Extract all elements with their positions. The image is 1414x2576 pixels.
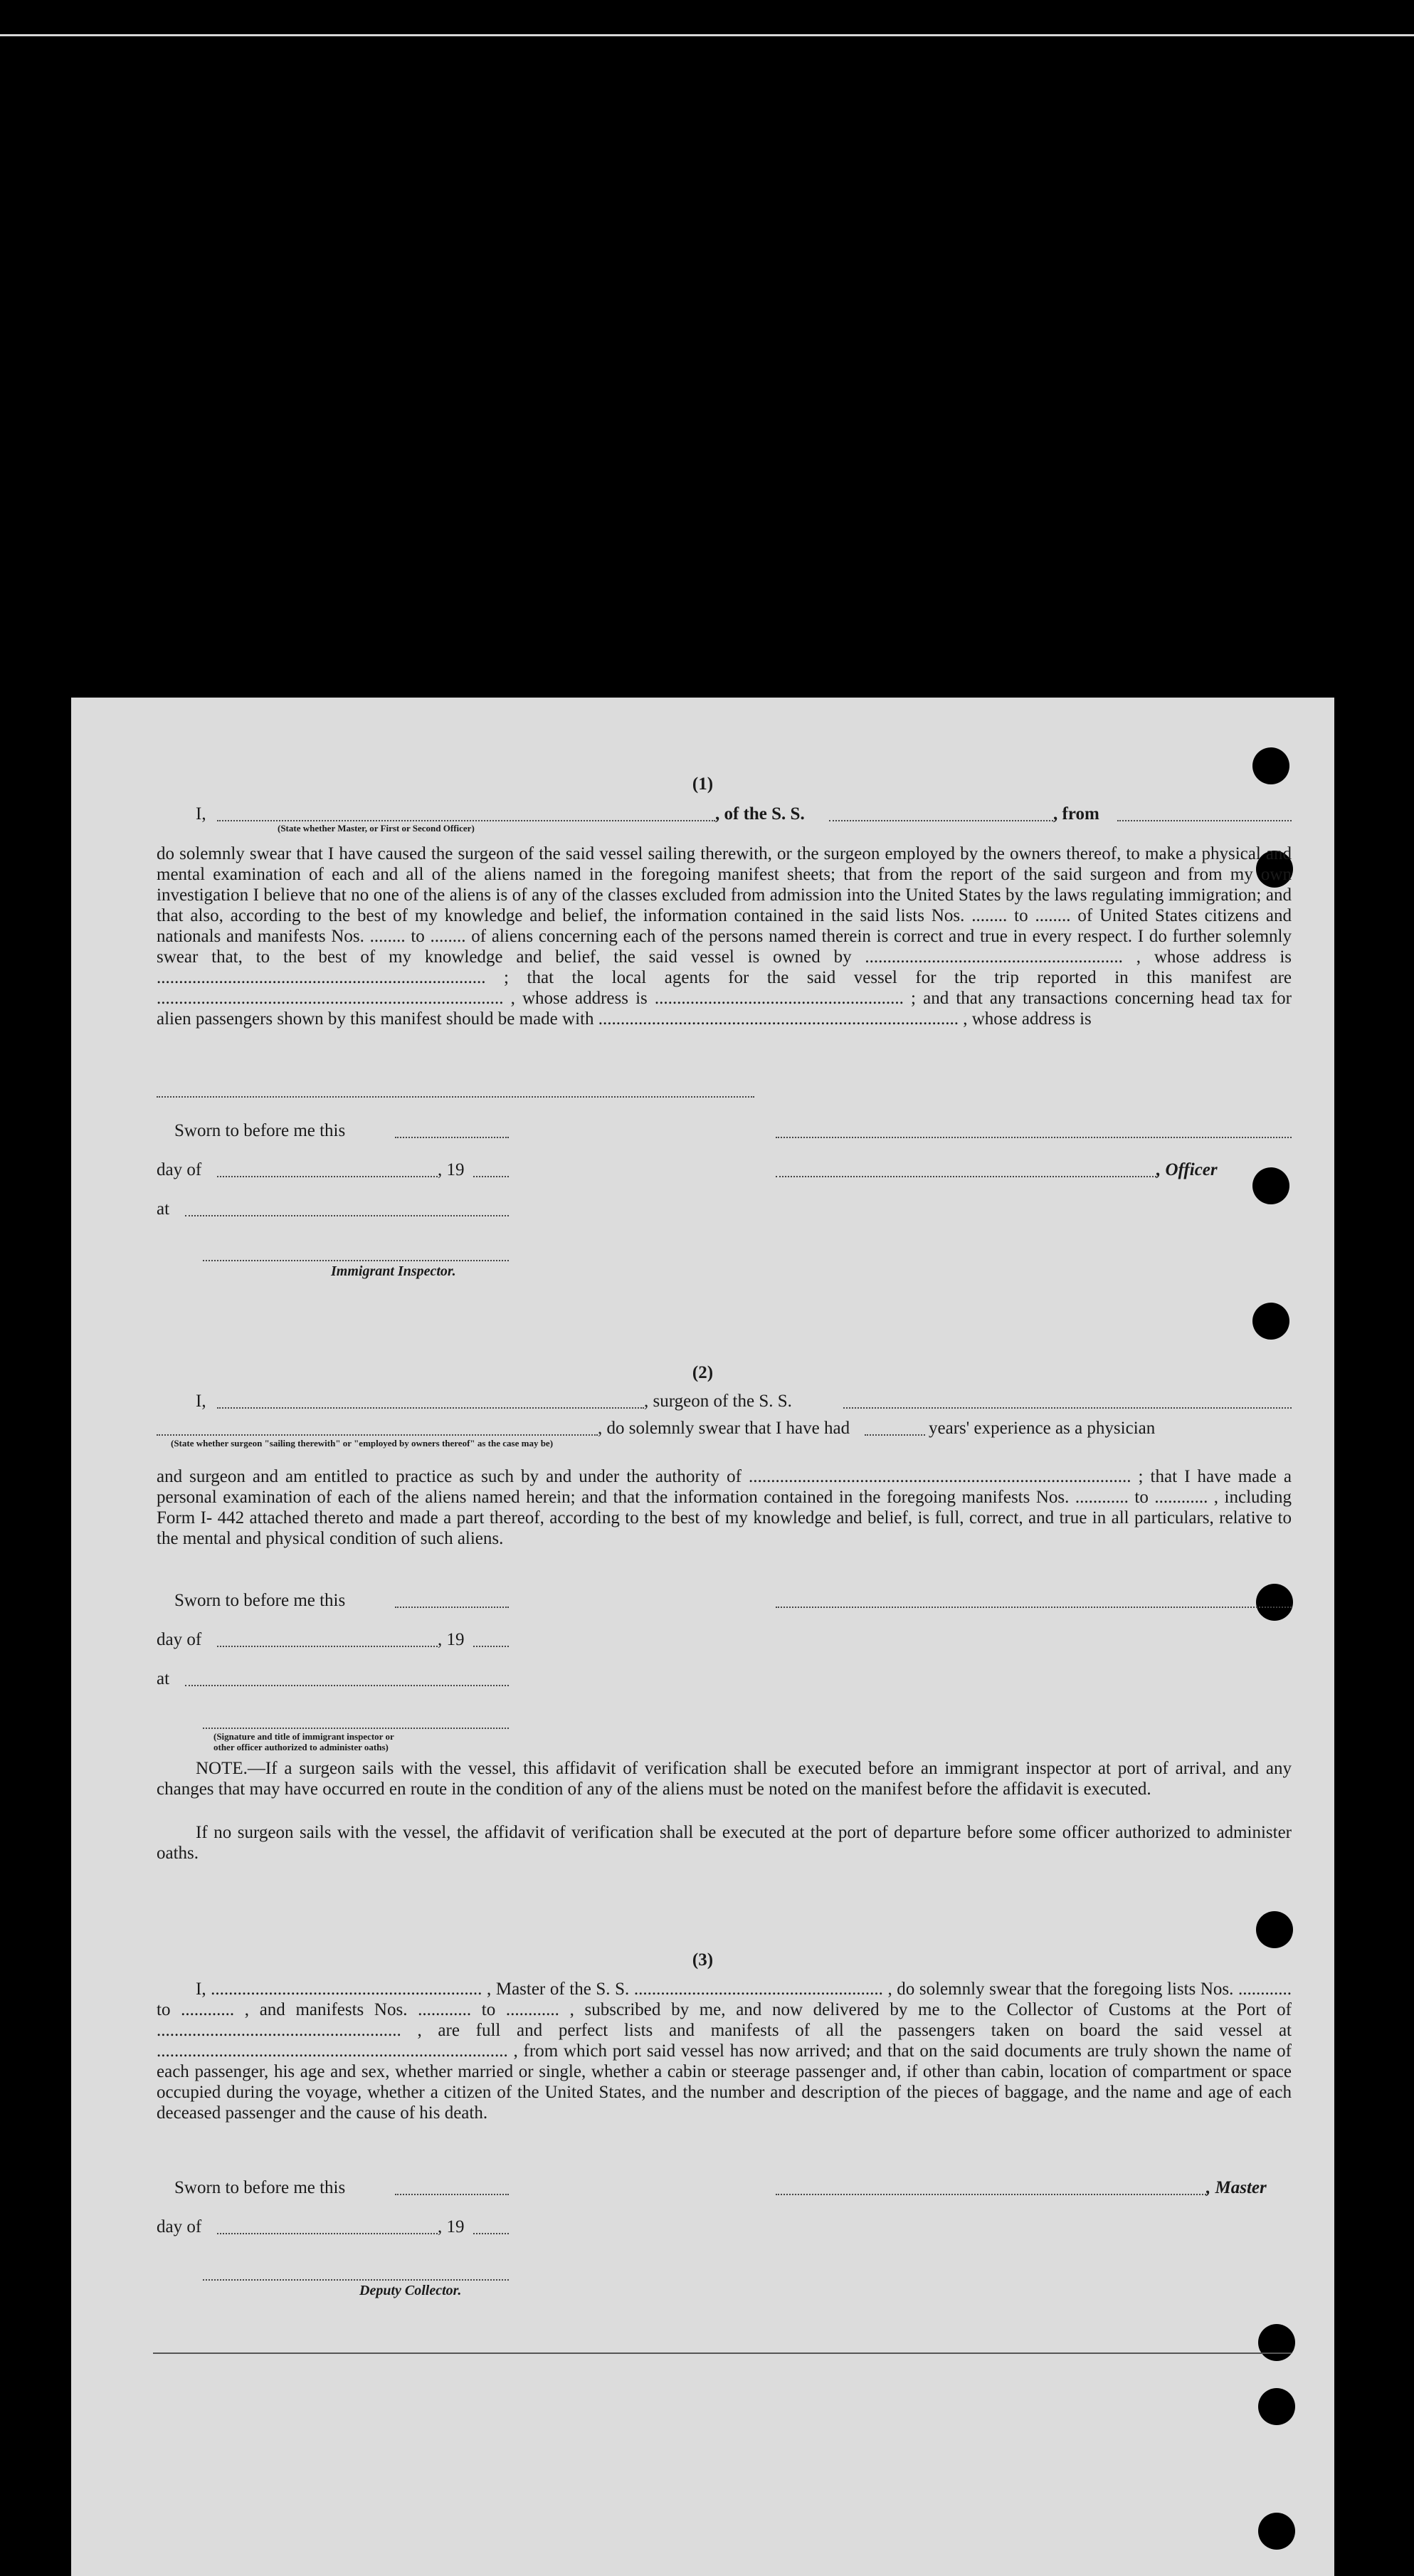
sec1-officer: , Officer bbox=[1156, 1160, 1218, 1179]
section-1-number: (1) bbox=[692, 774, 714, 794]
sec1-signature-line bbox=[776, 1137, 1292, 1138]
section-3-number: (3) bbox=[692, 1950, 714, 1970]
sec3-year: , 19 bbox=[438, 2217, 465, 2236]
sec2-year: , 19 bbox=[438, 1630, 465, 1649]
sec2-sig-line bbox=[203, 1728, 509, 1729]
sec1-day-line bbox=[217, 1176, 438, 1177]
sec2-note-text: NOTE.—If a surgeon sails with the vessel, this affidavit of verification shall be executed before an immigrant inspector at port of arrival, and any changes that may have occurred en route in the condition of any of the aliens must be noted on the manifest before the affidavit is executed. bbox=[157, 1759, 1292, 1799]
sec1-day-of: day of bbox=[157, 1160, 202, 1179]
sec1-body-text: do solemnly swear that I have caused the surgeon of the said vessel sailing therewith, or the surgeon employed by the owners thereof, to make a physical and mental examination of each and all of the aliens named in the foregoing manifest sheets; that from the report of the said surgeon and from my own investigation I believe that no one of the aliens is of any of the classes excluded from admission into the United States by the laws regulating immigration; and that also, according to the best of my knowledge and belief, the information contained in the said lists Nos. ........ to ........ of United States citizens and nationals and manifests Nos. ........ to ........ of aliens concerning each of the persons named therein is correct and true in every respect. I do further solemnly swear that, to the best of my knowledge and belief, the said vessel is owned by .......................................................... , whose address is .......................................................................... ; that the local agents for the said vessel for the trip reported in this manifest are .............................................................................. , whose address is ........................................................ ; and that any transactions concerning head tax for alien passengers shown by this manifest should be made with ................................................................................. , whose address is bbox=[157, 844, 1292, 1029]
sec3-sworn: Sworn to before me this bbox=[174, 2178, 346, 2197]
manifest-page bbox=[71, 698, 1334, 2576]
sec2-sig-caption-1: (Signature and title of immigrant inspector or bbox=[213, 1731, 394, 1742]
punch-hole bbox=[1258, 2388, 1295, 2425]
sec3-body-text: I, ............................................................. , Master of the S. S. ........................................................ , do solemnly swear that the foregoing lists Nos. ............ to ............ , and manifests Nos. ............ to ............ , subscribed by me, and now delivered by me to the Collector of Customs at the Port of ....................................................... , are full and perfect lists and manifests of all the passengers taken on board the said vessel at ............................................................................... , from which port said vessel has now arrived; and that on the said documents are truly shown the name of each passenger, his age and sex, whether married or single, whether a cabin or steerage passenger and, if other than cabin, location of compartment or space occupied during the voyage, whether a citizen of the United States, and the number and description of the pieces of baggage, and the name and age of each deceased passenger and the cause of his death. bbox=[157, 1980, 1292, 2123]
sec3-deputy-line bbox=[203, 2279, 509, 2281]
sec1-at: at bbox=[157, 1199, 170, 1219]
sec2-i-label: I, bbox=[196, 1392, 206, 1411]
sec1-ship-line bbox=[829, 820, 1053, 821]
sec1-name-line bbox=[217, 820, 715, 821]
sec2-ship-line bbox=[843, 1407, 1292, 1409]
sec2-at: at bbox=[157, 1669, 170, 1688]
punch-hole bbox=[1252, 1167, 1289, 1204]
sec3-day-line bbox=[217, 2233, 438, 2234]
sec1-sworn: Sworn to before me this bbox=[174, 1121, 346, 1140]
sec2-surgeon-line bbox=[157, 1434, 598, 1436]
sec3-day-of: day of bbox=[157, 2217, 202, 2236]
sec2-swear: , do solemnly swear that I have had bbox=[598, 1419, 850, 1438]
sec2-years: years' experience as a physician bbox=[929, 1419, 1156, 1438]
sec1-state-whether: (State whether Master, or First or Second Officer) bbox=[278, 823, 475, 834]
sec1-officer-line bbox=[776, 1176, 1156, 1177]
sec2-surgeon-of: , surgeon of the S. S. bbox=[644, 1392, 792, 1411]
sec3-deputy: Deputy Collector. bbox=[359, 2283, 462, 2298]
sec2-body-text: and surgeon and am entitled to practice as such by and under the authority of ...................................................................................... ; that I have made a personal examination of each of the aliens named herein; and that the information contained in the foregoing manifests Nos. ............ to ............ , including Form I- 442 attached thereto and made a part thereof, according to the best of my knowledge and belief, is full, correct, and true in all particulars, relative to the mental and physical condition of such aliens. bbox=[157, 1467, 1292, 1548]
punch-hole bbox=[1258, 2324, 1295, 2361]
sec1-at-line bbox=[185, 1215, 509, 1216]
section-2-number: (2) bbox=[692, 1363, 714, 1382]
punch-hole bbox=[1256, 1911, 1293, 1948]
bottom-rule bbox=[153, 2352, 1292, 2354]
sec1-year: , 19 bbox=[438, 1160, 465, 1179]
sec2-year-line bbox=[473, 1646, 509, 1647]
sec2-note bbox=[157, 1758, 1292, 1799]
sec2-at-line bbox=[185, 1685, 509, 1686]
sec2-sworn-line bbox=[395, 1607, 509, 1608]
sec2-day-line bbox=[217, 1646, 438, 1647]
sec2-day-of: day of bbox=[157, 1630, 202, 1649]
sec2-signature-line bbox=[776, 1607, 1292, 1608]
sec1-address-line bbox=[157, 1096, 754, 1098]
punch-hole bbox=[1252, 1303, 1289, 1340]
sec1-sworn-line bbox=[395, 1137, 509, 1138]
sec2-body bbox=[157, 1466, 1292, 1549]
sec1-of-ss: , of the S. S. bbox=[715, 804, 805, 824]
sec3-master-line bbox=[776, 2194, 1206, 2195]
sec1-year-line bbox=[473, 1176, 509, 1177]
sec1-from-line bbox=[1117, 820, 1292, 821]
punch-hole bbox=[1256, 1584, 1293, 1621]
sec3-sworn-line bbox=[395, 2194, 509, 2195]
top-border-line bbox=[0, 34, 1414, 36]
sec1-from: , from bbox=[1053, 804, 1099, 824]
sec3-master: , Master bbox=[1206, 2178, 1267, 2197]
sec2-sig-caption-2: other officer authorized to administer oaths) bbox=[213, 1742, 389, 1752]
sec3-body bbox=[157, 1979, 1292, 2123]
sec3-year-line bbox=[473, 2233, 509, 2234]
sec2-state-whether: (State whether surgeon "sailing therewith" or "employed by owners thereof" as the case may be) bbox=[171, 1438, 554, 1449]
sec1-inspector: Immigrant Inspector. bbox=[331, 1263, 456, 1279]
sec1-i-label: I, bbox=[196, 804, 206, 824]
sec2-sworn: Sworn to before me this bbox=[174, 1591, 346, 1610]
sec2-note2-text: If no surgeon sails with the vessel, the affidavit of verification shall be executed at the port of departure before some officer authorized to administer oaths. bbox=[157, 1823, 1292, 1863]
sec1-inspector-line bbox=[203, 1260, 509, 1261]
sec2-note2 bbox=[157, 1822, 1292, 1863]
punch-hole bbox=[1258, 2513, 1295, 2550]
sec1-body bbox=[157, 843, 1292, 1029]
sec2-years-line bbox=[865, 1434, 925, 1436]
sec2-name-line bbox=[217, 1407, 644, 1409]
